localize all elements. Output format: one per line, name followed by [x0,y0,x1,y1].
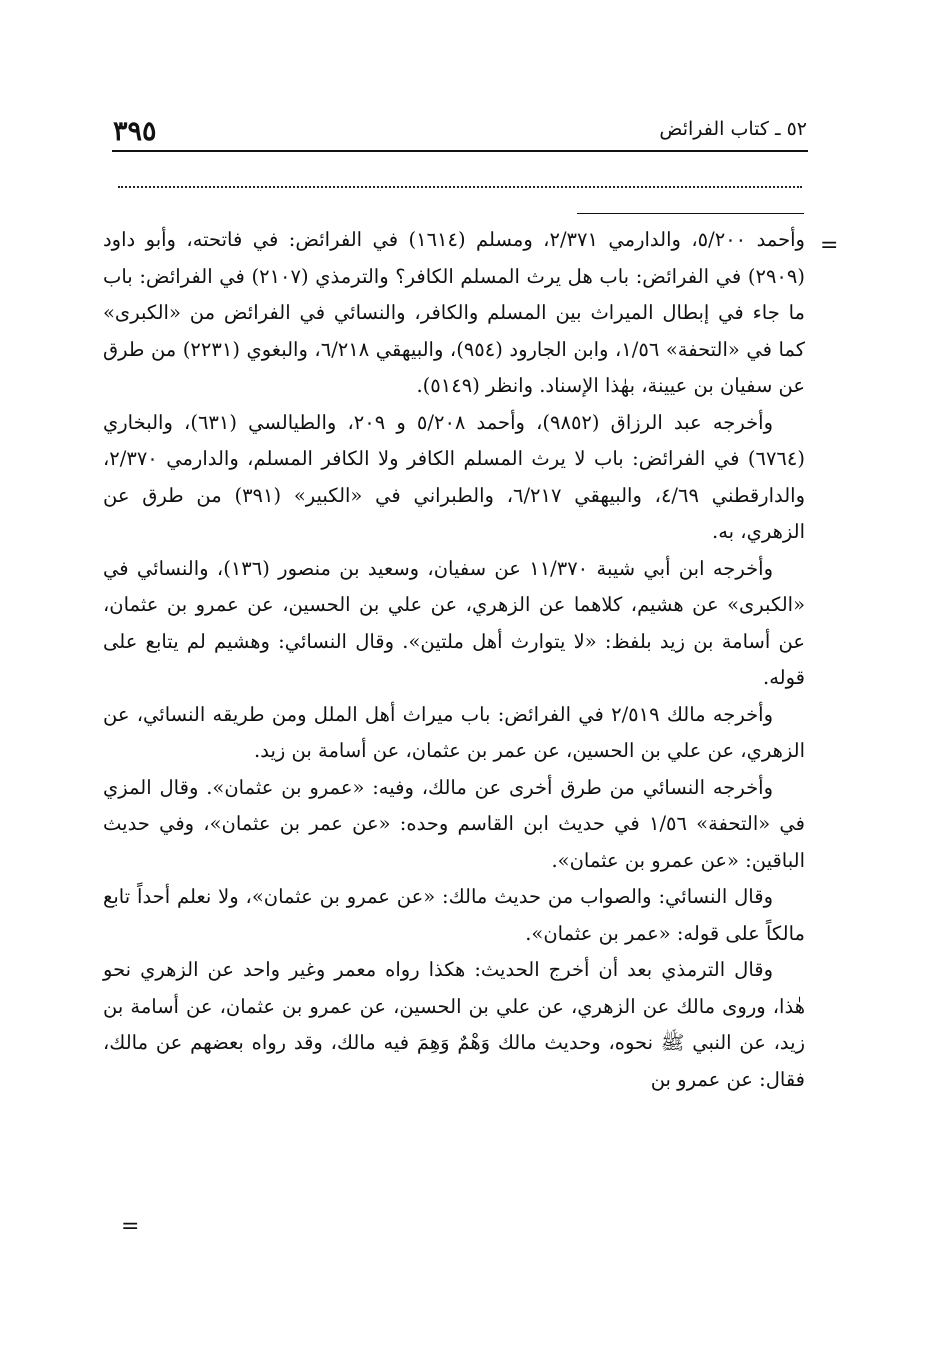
paragraph: وأخرجه النسائي من طرق أخرى عن مالك، وفيه: «عمرو بن عثمان». وقال المزي في «التحفة» ١/٥٦ في حديث ابن القاسم وحده: «عن عمر بن عثمان»، وفي حديث الباقين: «عن عمرو بن عثمان». [103,775,805,872]
paragraph: وقال الترمذي بعد أن أخرج الحديث: هكذا رواه معمر وغير واحد عن الزهري نحو هٰذا، وروى مالك عن الزهري، عن علي بن الحسين، عن عمرو بن عثمان، عن أسامة بن زيد، عن النبي ﷺ نحوه، وحديث مالك وَهْمٌ وَهِمَ فيه مالك، وقد رواه بعضهم عن مالك، فقال: عن عمرو بن [103,958,805,1091]
paragraph: وأخرجه ابن أبي شيبة ١١/٣٧٠ عن سفيان، وسعيد بن منصور (١٣٦)، والنسائي في «الكبرى» عن هشيم، كلاهما عن الزهري، عن علي بن الحسين، عن عمرو بن عثمان، عن أسامة بن زيد بلفظ: «لا يتوارث أهل ملتين». وقال النسائي: وهشيم لم يتابع على قوله. [103,556,805,689]
continuation-mark-bottom: = [121,1214,140,1239]
paragraph: وقال النسائي: والصواب من حديث مالك: «عن عمرو بن عثمان»، ولا نعلم أحداً تابع مالكاً على قوله: «عمر بن عثمان». [103,885,805,945]
footnote-rule [577,213,804,214]
footnote-text [103,222,805,1098]
paragraph: وأحمد ٥/٢٠٠، والدارمي ٢/٣٧١، ومسلم (١٦١٤) في الفرائض: في فاتحته، وأبو داود (٢٩٠٩) في الفرائض: باب هل يرث المسلم الكافر؟ والترمذي (٢١٠٧) في الفرائض: باب ما جاء في إبطال الميراث بين المسلم والكافر، والنسائي في الفرائض من «الكبرى» كما في «التحفة» ١/٥٦، وابن الجارود (٩٥٤)، والبيهقي ٦/٢١٨، والبغوي (٢٢٣١) من طرق عن سفيان بن عيينة، بهٰذا الإسناد. وانظر (٥١٤٩). [103,228,806,397]
paragraph: وأخرجه عبد الرزاق (٩٨٥٢)، وأحمد ٥/٢٠٨ و ٢٠٩، والطيالسي (٦٣١)، والبخاري (٦٧٦٤) في الفرائض: باب لا يرث المسلم الكافر ولا الكافر المسلم، والدارمي ٢/٣٧٠، والدارقطني ٤/٦٩، والبيهقي ٦/٢١٧، والطبراني في «الكبير» (٣٩١) من طرق عن الزهري، به. [103,410,806,543]
continuation-mark-top: = [820,233,839,258]
dotted-separator [118,186,802,188]
running-header: ٥٢ ـ كتاب الفرائض [659,118,807,140]
page-number: ٣٩٥ [113,116,157,147]
header-rule [112,150,808,152]
paragraph: وأخرجه مالك ٢/٥١٩ في الفرائض: باب ميراث أهل الملل ومن طريقه النسائي، عن الزهري، عن علي بن الحسين، عن عمر بن عثمان، عن أسامة بن زيد. [103,702,805,762]
